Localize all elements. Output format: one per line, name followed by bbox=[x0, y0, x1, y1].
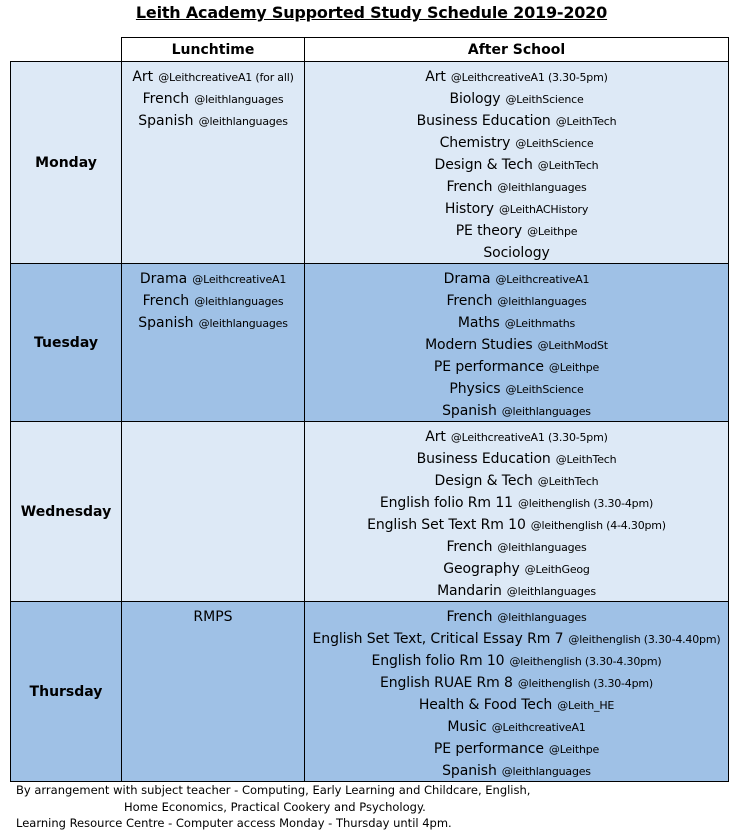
day-label: Wednesday bbox=[11, 422, 122, 602]
subject-name: Art bbox=[132, 69, 154, 85]
twitter-handle: @LeithGeog bbox=[524, 563, 590, 576]
session-entry bbox=[122, 267, 304, 289]
session-entry bbox=[122, 311, 304, 333]
lunchtime-cell bbox=[122, 422, 305, 602]
twitter-handle: @Leithpe bbox=[548, 743, 600, 756]
subject-name: Geography bbox=[443, 561, 520, 577]
subject-name: Biology bbox=[449, 91, 501, 107]
after-school-cell bbox=[305, 602, 729, 782]
twitter-handle: @LeithScience bbox=[505, 383, 584, 396]
twitter-handle: @leithlanguages bbox=[194, 295, 284, 308]
twitter-handle: @leithlanguages bbox=[198, 115, 288, 128]
subject-name: Spanish bbox=[138, 113, 194, 129]
twitter-handle: @leithlanguages bbox=[501, 405, 591, 418]
twitter-handle: @Leithpe bbox=[548, 361, 600, 374]
twitter-handle: @Leithpe bbox=[527, 225, 578, 238]
day-label: Thursday bbox=[11, 602, 122, 782]
session-entry bbox=[305, 671, 728, 693]
twitter-handle: @LeithACHistory bbox=[498, 203, 589, 216]
twitter-handle: @leithenglish (4-4.30pm) bbox=[530, 519, 666, 532]
subject-name: Drama bbox=[443, 271, 491, 287]
session-entry bbox=[305, 557, 728, 579]
session-entry bbox=[305, 131, 728, 153]
session-entry bbox=[305, 605, 728, 627]
subject-name: Spanish bbox=[442, 403, 497, 419]
day-label: Tuesday bbox=[11, 264, 122, 422]
subject-name: Physics bbox=[449, 381, 501, 397]
twitter-handle: @LeithcreativeA1 bbox=[192, 273, 287, 286]
day-row bbox=[11, 62, 729, 264]
subject-name: Sociology bbox=[483, 245, 550, 261]
session-entry bbox=[305, 447, 728, 469]
subject-name: English Set Text Rm 10 bbox=[367, 517, 526, 533]
subject-name: Spanish bbox=[138, 315, 194, 331]
twitter-handle: @leithlanguages bbox=[198, 317, 288, 330]
subject-name: Music bbox=[447, 719, 487, 735]
subject-name: Art bbox=[425, 429, 446, 445]
subject-name: French bbox=[446, 179, 493, 195]
twitter-handle: @leithlanguages bbox=[497, 541, 587, 554]
day-row bbox=[11, 264, 729, 422]
header-lunchtime: Lunchtime bbox=[122, 38, 305, 62]
twitter-handle: @LeithcreativeA1 bbox=[491, 721, 586, 734]
subject-name: French bbox=[142, 91, 190, 107]
session-entry bbox=[305, 197, 728, 219]
session-entry bbox=[305, 65, 728, 87]
twitter-handle: @leithlanguages bbox=[497, 611, 587, 624]
session-entry bbox=[305, 87, 728, 109]
footnote-line: Learning Resource Centre - Computer access Monday - Thursday until 4pm. bbox=[16, 816, 452, 830]
twitter-handle: @leithenglish (3.30-4.30pm) bbox=[509, 655, 662, 668]
session-entry bbox=[305, 175, 728, 197]
session-entry bbox=[305, 491, 728, 513]
session-entry bbox=[305, 267, 728, 289]
session-entry bbox=[305, 355, 728, 377]
subject-name: RMPS bbox=[193, 609, 233, 625]
page-title: Leith Academy Supported Study Schedule 2019-2020 bbox=[135, 3, 608, 22]
subject-name: Mandarin bbox=[437, 583, 502, 599]
subject-name: Business Education bbox=[416, 451, 551, 467]
subject-name: Art bbox=[425, 69, 446, 85]
twitter-handle: @LeithTech bbox=[555, 115, 617, 128]
session-entry bbox=[305, 289, 728, 311]
session-entry bbox=[305, 469, 728, 491]
session-entry bbox=[305, 535, 728, 557]
subject-name: French bbox=[446, 539, 493, 555]
session-entry bbox=[122, 87, 304, 109]
twitter-handle: @LeithModSt bbox=[537, 339, 608, 352]
twitter-handle: @LeithTech bbox=[555, 453, 617, 466]
lunchtime-cell bbox=[122, 62, 305, 264]
session-entry bbox=[305, 513, 728, 535]
twitter-handle: @Leithmaths bbox=[504, 317, 576, 330]
twitter-handle: @LeithTech bbox=[537, 159, 599, 172]
session-entry bbox=[122, 289, 304, 311]
after-school-cell bbox=[305, 62, 729, 264]
session-entry bbox=[122, 65, 304, 87]
day-row bbox=[11, 422, 729, 602]
session-entry bbox=[305, 737, 728, 759]
subject-name: Health & Food Tech bbox=[418, 697, 553, 713]
footnote-line: Home Economics, Practical Cookery and Psychology. bbox=[124, 799, 426, 814]
subject-name: PE theory bbox=[455, 223, 523, 239]
session-entry bbox=[305, 579, 728, 601]
session-entry bbox=[305, 219, 728, 241]
subject-name: French bbox=[446, 609, 493, 625]
day-row bbox=[11, 602, 729, 782]
session-entry bbox=[305, 333, 728, 355]
twitter-handle: @LeithcreativeA1 (3.30-5pm) bbox=[450, 71, 608, 84]
twitter-handle: @LeithTech bbox=[537, 475, 599, 488]
subject-name: Maths bbox=[457, 315, 500, 331]
twitter-handle: @leithenglish (3.30-4pm) bbox=[517, 677, 653, 690]
twitter-handle: @leithlanguages bbox=[194, 93, 284, 106]
twitter-handle: @leithenglish (3.30-4.40pm) bbox=[568, 633, 721, 646]
session-entry bbox=[305, 311, 728, 333]
header-row bbox=[11, 38, 729, 62]
twitter-handle: @LeithcreativeA1 (for all) bbox=[158, 71, 294, 84]
subject-name: Chemistry bbox=[439, 135, 511, 151]
subject-name: Design & Tech bbox=[434, 473, 533, 489]
day-label: Monday bbox=[11, 62, 122, 264]
twitter-handle: @LeithScience bbox=[505, 93, 584, 106]
subject-name: French bbox=[446, 293, 493, 309]
session-entry bbox=[305, 627, 728, 649]
twitter-handle: @LeithcreativeA1 bbox=[495, 273, 590, 286]
session-entry bbox=[122, 605, 304, 627]
subject-name: English folio Rm 11 bbox=[379, 495, 513, 511]
subject-name: Modern Studies bbox=[425, 337, 533, 353]
session-entry bbox=[305, 399, 728, 421]
schedule-body bbox=[11, 62, 729, 782]
subject-name: History bbox=[444, 201, 494, 217]
session-entry bbox=[305, 377, 728, 399]
subject-name: English folio Rm 10 bbox=[371, 653, 505, 669]
twitter-handle: @leithlanguages bbox=[506, 585, 596, 598]
subject-name: Design & Tech bbox=[434, 157, 533, 173]
lunchtime-cell bbox=[122, 264, 305, 422]
after-school-cell bbox=[305, 422, 729, 602]
header-after-school: After School bbox=[305, 38, 729, 62]
twitter-handle: @leithlanguages bbox=[497, 295, 587, 308]
twitter-handle: @Leith_HE bbox=[557, 699, 615, 712]
subject-name: PE performance bbox=[433, 741, 544, 757]
schedule-table bbox=[10, 37, 729, 782]
session-entry bbox=[305, 241, 728, 263]
lunchtime-cell bbox=[122, 602, 305, 782]
subject-name: PE performance bbox=[433, 359, 544, 375]
header-corner bbox=[11, 38, 122, 62]
subject-name: English RUAE Rm 8 bbox=[379, 675, 513, 691]
session-entry bbox=[305, 109, 728, 131]
session-entry bbox=[305, 715, 728, 737]
session-entry bbox=[305, 759, 728, 781]
session-entry bbox=[305, 649, 728, 671]
twitter-handle: @leithenglish (3.30-4pm) bbox=[517, 497, 654, 510]
session-entry bbox=[305, 153, 728, 175]
session-entry bbox=[305, 425, 728, 447]
subject-name: Business Education bbox=[416, 113, 551, 129]
footnotes bbox=[16, 782, 530, 832]
twitter-handle: @LeithScience bbox=[515, 137, 594, 150]
subject-name: English Set Text, Critical Essay Rm 7 bbox=[312, 631, 564, 647]
subject-name: Spanish bbox=[442, 763, 497, 779]
subject-name: French bbox=[142, 293, 190, 309]
footnote-line: By arrangement with subject teacher - Computing, Early Learning and Childcare, English, bbox=[16, 783, 531, 797]
twitter-handle: @LeithcreativeA1 (3.30-5pm) bbox=[450, 431, 608, 444]
subject-name: Drama bbox=[139, 271, 188, 287]
after-school-cell bbox=[305, 264, 729, 422]
session-entry bbox=[305, 693, 728, 715]
twitter-handle: @leithlanguages bbox=[501, 765, 591, 778]
twitter-handle: @leithlanguages bbox=[497, 181, 587, 194]
session-entry bbox=[122, 109, 304, 131]
